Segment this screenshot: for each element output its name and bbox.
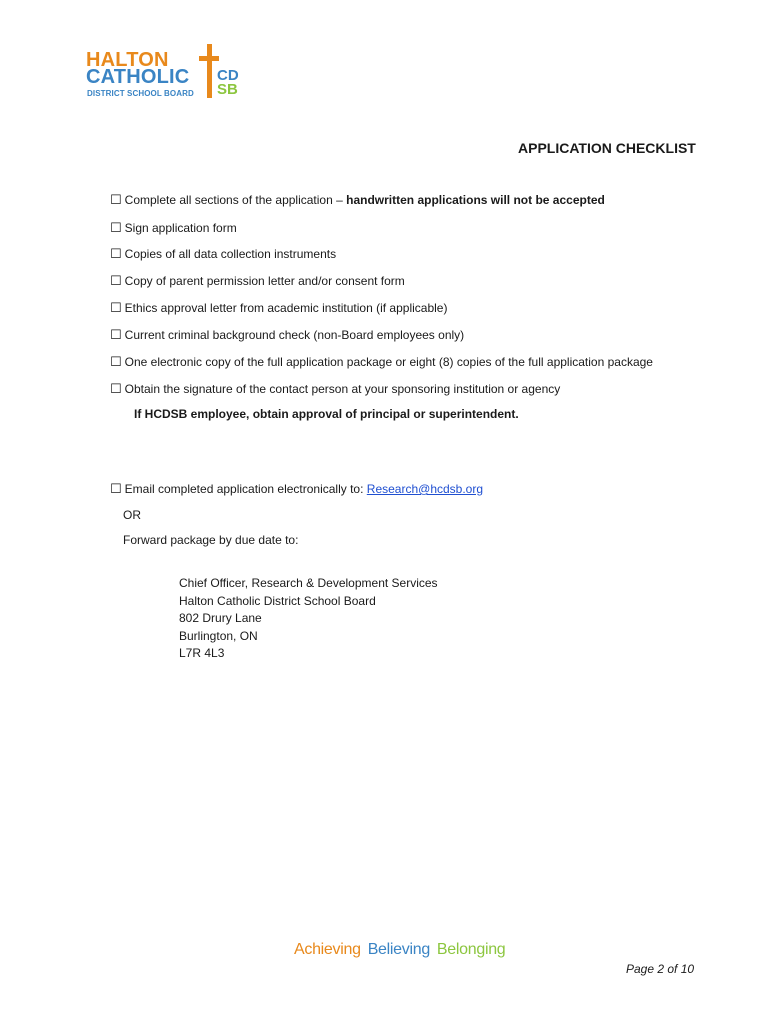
checklist-item-text: Sign application form: [124, 221, 237, 235]
checkbox-icon[interactable]: ☐: [110, 381, 122, 396]
slogan-belonging: Belonging: [436, 941, 506, 958]
address-line: Chief Officer, Research & Development Services: [179, 576, 438, 590]
page-number: Page 2 of 10: [626, 962, 695, 976]
checklist-item-bold: handwritten applications will not be accepted: [346, 193, 605, 207]
checkbox-icon[interactable]: ☐: [110, 273, 122, 288]
checklist-item-instruments[interactable]: [110, 247, 336, 261]
checklist-item-permission-letter[interactable]: [110, 274, 405, 288]
mailing-address: [179, 575, 438, 663]
logo-word-halton: HALTON: [86, 49, 169, 71]
checkbox-icon[interactable]: ☐: [110, 192, 122, 207]
checkbox-icon[interactable]: ☐: [110, 354, 122, 369]
checkbox-icon[interactable]: ☐: [110, 327, 122, 342]
logo-word-board: DISTRICT SCHOOL BOARD: [87, 89, 194, 98]
address-line: 802 Drury Lane: [179, 611, 262, 625]
logo-abbr-cd: CD: [217, 67, 239, 84]
checkbox-icon[interactable]: ☐: [110, 481, 122, 496]
checklist-item-text: Copies of all data collection instruments: [124, 247, 337, 261]
checklist-item-text: Complete all sections of the application –: [124, 193, 347, 207]
cross-icon: [199, 44, 219, 98]
employee-note: If HCDSB employee, obtain approval of principal or superintendent.: [134, 407, 519, 421]
slogan-achieving: Achieving: [294, 941, 361, 958]
checklist-item-sign-form[interactable]: [110, 221, 237, 235]
or-text: OR: [123, 508, 141, 522]
checklist-item-complete-sections[interactable]: [110, 193, 605, 207]
checklist-item-background-check[interactable]: [110, 328, 464, 342]
page-title: APPLICATION CHECKLIST: [518, 140, 696, 156]
footer-slogan: [294, 941, 505, 959]
checklist-item-email[interactable]: [110, 482, 483, 496]
checkbox-icon[interactable]: ☐: [110, 220, 122, 235]
checklist-item-text: Obtain the signature of the contact person at your sponsoring institution or agency: [124, 382, 561, 396]
checklist-item-text: Ethics approval letter from academic institution (if applicable): [124, 301, 448, 315]
email-instruction-text: Email completed application electronically to:: [124, 482, 367, 496]
logo-abbr-sb: SB: [217, 81, 238, 98]
checklist-item-text: Copy of parent permission letter and/or consent form: [124, 274, 405, 288]
checklist-item-copies[interactable]: [110, 355, 653, 369]
address-line: Burlington, ON: [179, 628, 258, 643]
checklist-item-text: Current criminal background check (non-Board employees only): [124, 328, 465, 342]
forward-text: Forward package by due date to:: [123, 533, 299, 547]
checklist-item-signature[interactable]: [110, 382, 560, 396]
checklist-item-text: One electronic copy of the full application package or eight (8) copies of the full application package: [124, 355, 653, 369]
address-line: Halton Catholic District School Board: [179, 593, 376, 608]
hcdsb-logo: [86, 44, 246, 102]
checklist-item-ethics-approval[interactable]: [110, 301, 447, 315]
checkbox-icon[interactable]: ☐: [110, 300, 122, 315]
address-line: L7R 4L3: [179, 646, 225, 660]
checkbox-icon[interactable]: ☐: [110, 246, 122, 261]
email-link[interactable]: Research@hcdsb.org: [366, 482, 484, 496]
slogan-believing: Believing: [367, 941, 430, 958]
logo-word-catholic: CATHOLIC: [86, 66, 190, 88]
